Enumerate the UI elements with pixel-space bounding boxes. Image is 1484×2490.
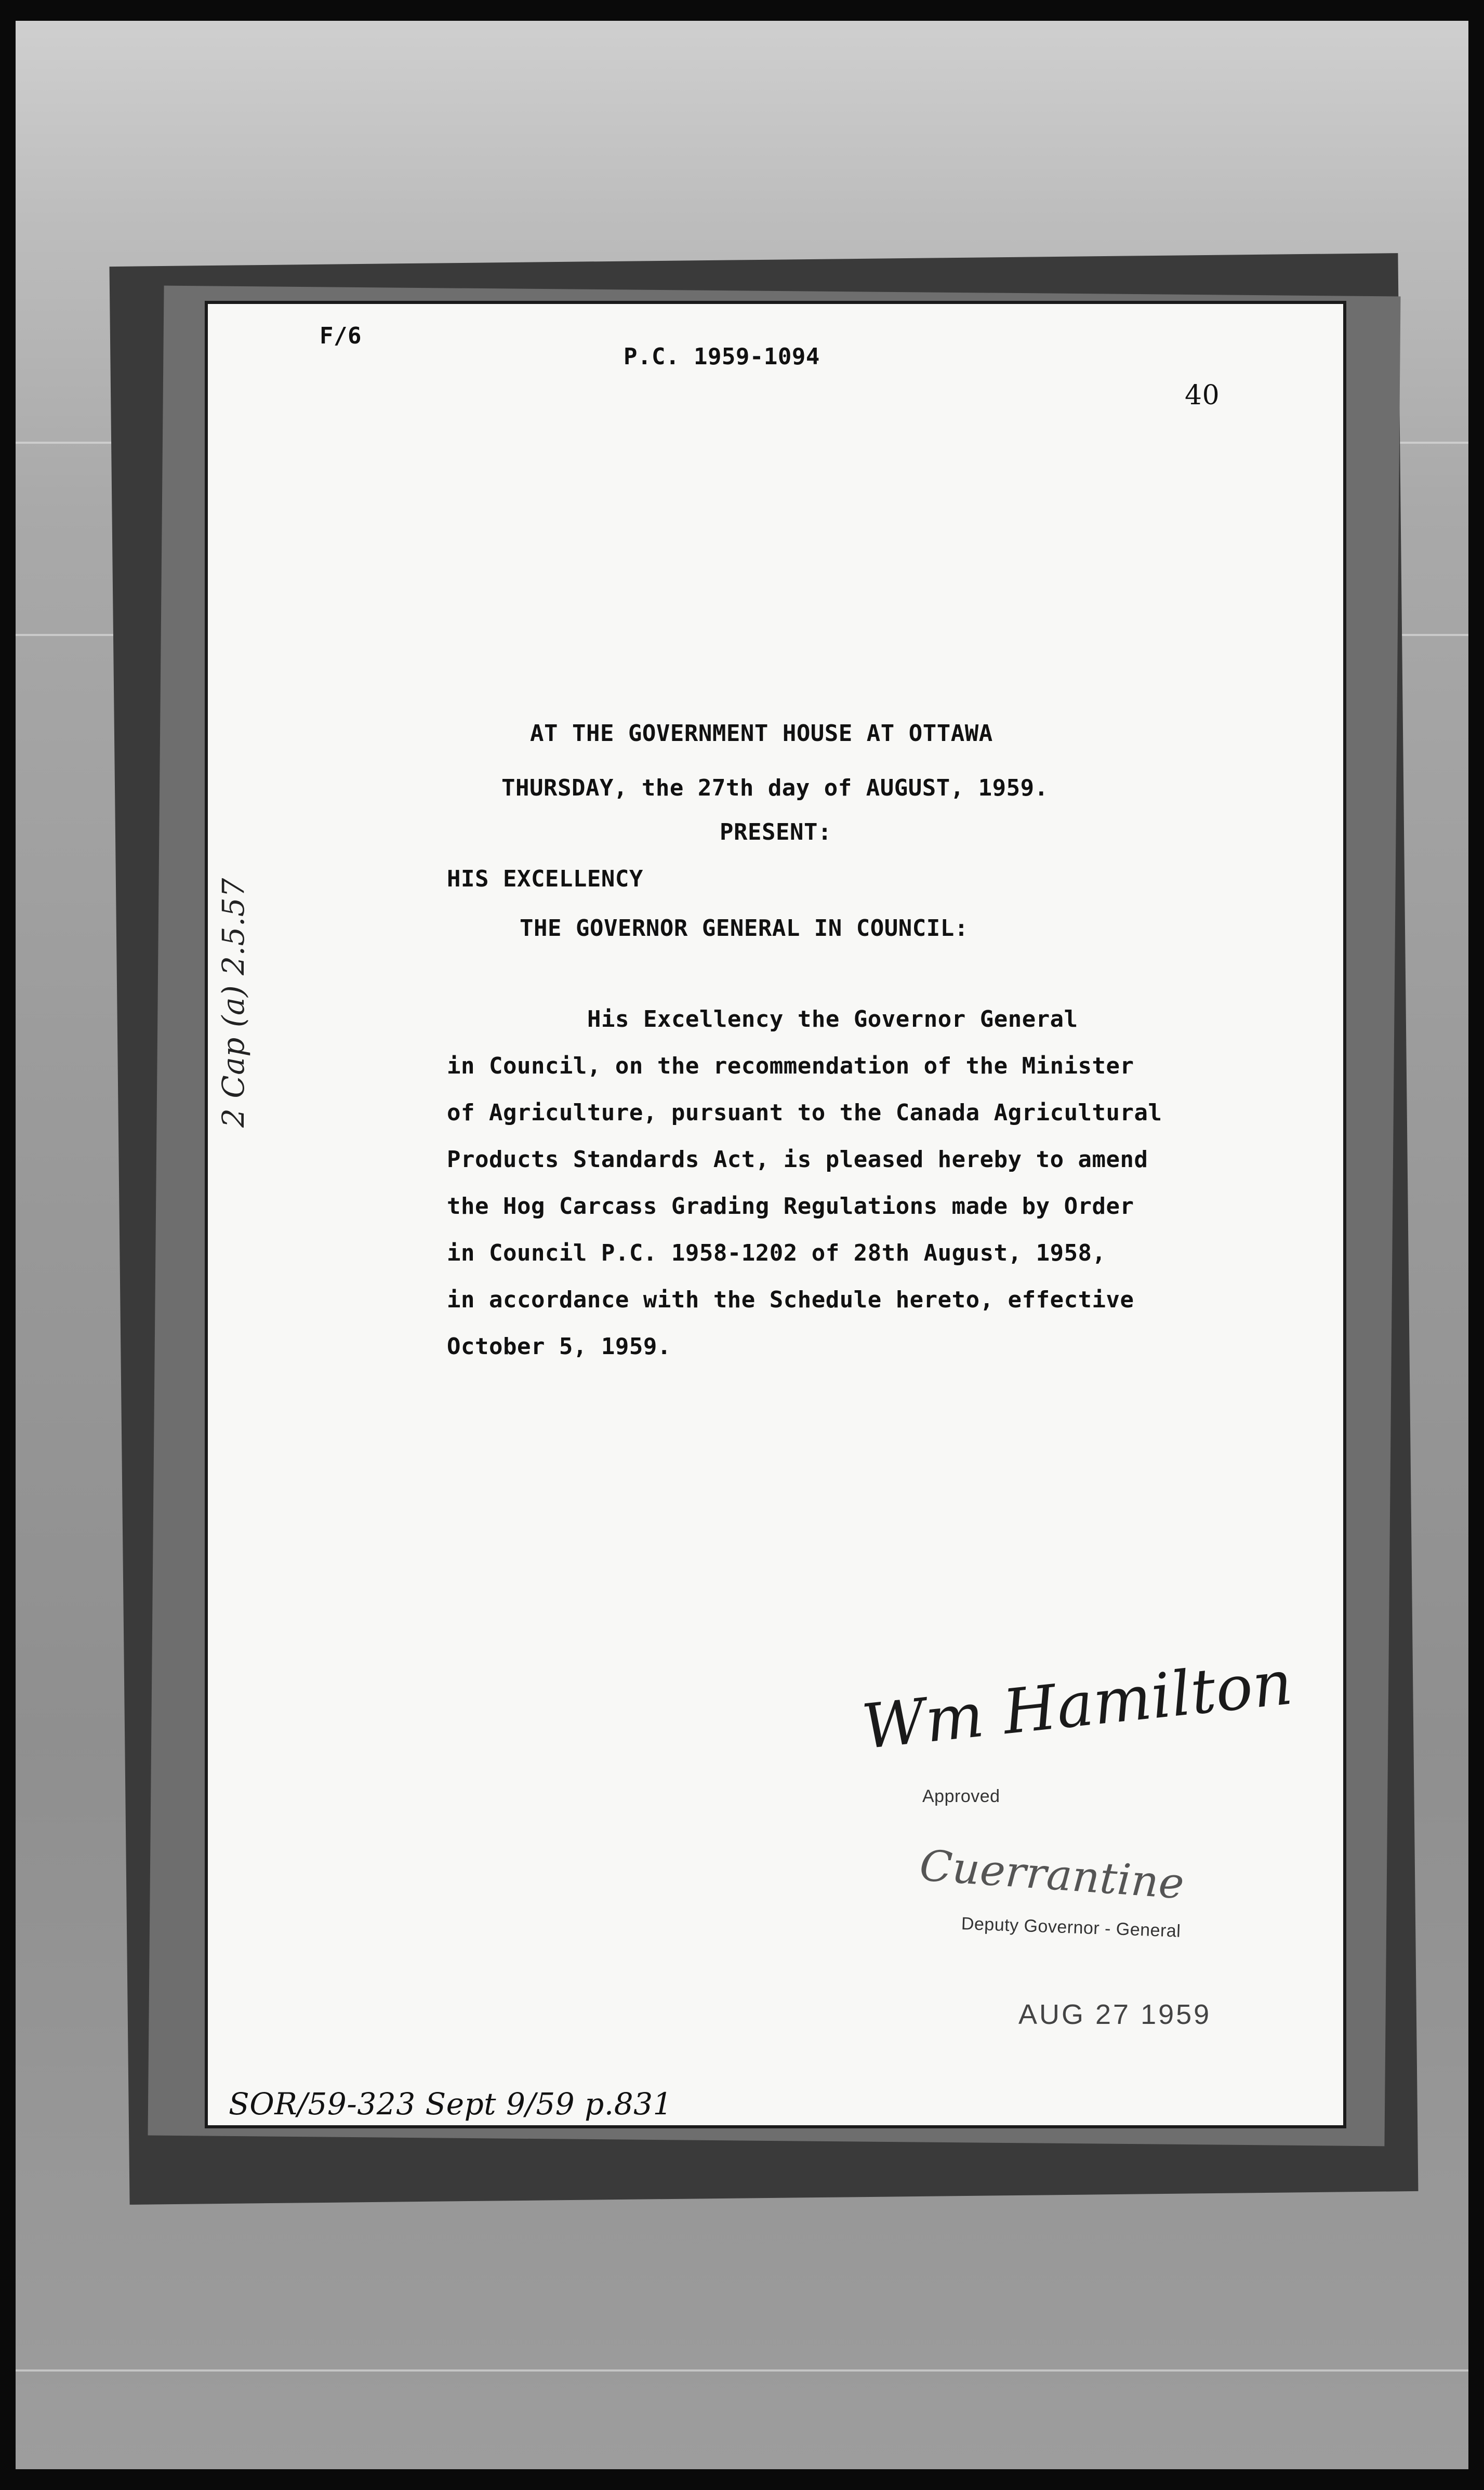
heading-place: AT THE GOVERNMENT HOUSE AT OTTAWA [530, 720, 993, 747]
order-text-line: in accordance with the Schedule hereto, effective [447, 1287, 1134, 1313]
order-text-line: October 5, 1959. [447, 1333, 671, 1360]
order-text-line: in Council P.C. 1958-1202 of 28th August, 1958, [447, 1240, 1106, 1266]
order-text-line: in Council, on the recommendation of the Minister [447, 1053, 1134, 1079]
order-text-line: of Agriculture, pursuant to the Canada Agricultural [447, 1100, 1162, 1126]
file-code: F/6 [320, 323, 362, 349]
order-in-council-page [208, 304, 1343, 2125]
deputy-signature: Cuerrantine [918, 1841, 1186, 1909]
governor-signature: Wm Hamilton [858, 1646, 1296, 1763]
approved-label: Approved [922, 1786, 1000, 1806]
heading-date: THURSDAY, the 27th day of AUGUST, 1959. [501, 775, 1049, 801]
margin-note: 2 Cap (a) 2.5.57 [216, 878, 251, 1128]
order-number: P.C. 1959-1094 [624, 343, 820, 370]
heading-present: PRESENT: [720, 819, 832, 845]
order-text-line: the Hog Carcass Grading Regulations made by Order [447, 1193, 1134, 1220]
date-stamp: AUG 27 1959 [1018, 1999, 1212, 2030]
heading-excellency: HIS EXCELLENCY [447, 866, 643, 892]
order-text-line: Products Standards Act, is pleased hereby to amend [447, 1146, 1148, 1173]
footer-note: SOR/59-323 Sept 9/59 p.831 [229, 2086, 672, 2122]
page-number: 40 [1185, 380, 1220, 411]
heading-in-council: THE GOVERNOR GENERAL IN COUNCIL: [520, 915, 969, 942]
scan-line [16, 2369, 1468, 2372]
order-text-line: His Excellency the Governor General [587, 1006, 1078, 1032]
deputy-title: Deputy Governor - General [961, 1914, 1181, 1941]
